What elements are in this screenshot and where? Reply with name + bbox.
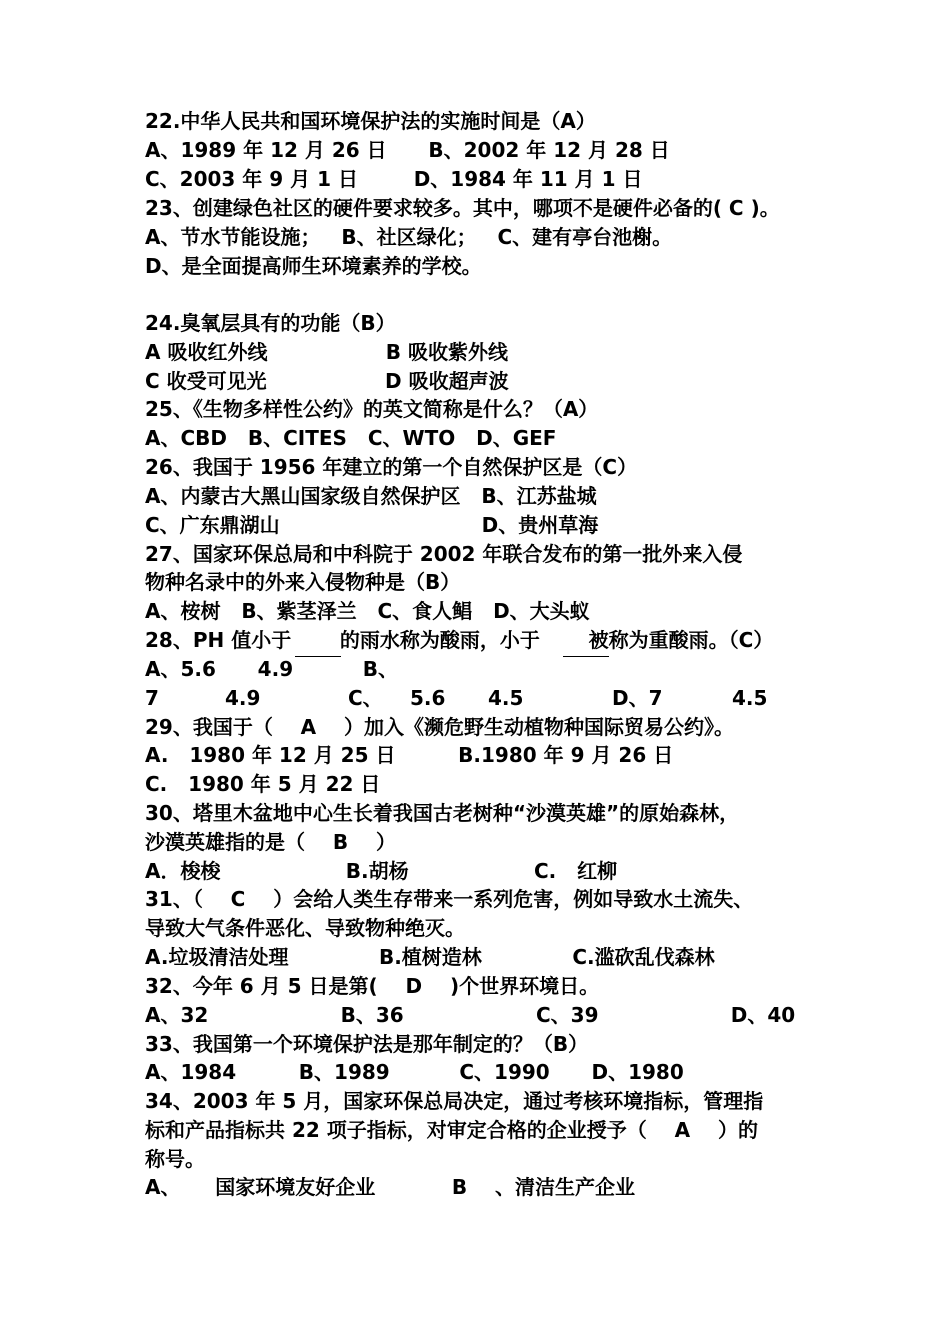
question-29-option-c: C. 1980 年 5 月 22 日 xyxy=(145,772,381,796)
question-30-options: A．梭梭 B.胡杨 C. 红柳 xyxy=(145,859,618,883)
question-28-options-line-1: A、5.6 4.9 B、 xyxy=(145,657,398,681)
question-26-options-ab: A、内蒙古大黑山国家级自然保护区 B、江苏盐城 xyxy=(145,484,597,508)
question-23: 23、创建绿色社区的硬件要求较多。其中，哪项不是硬件必备的( C )。 xyxy=(145,196,780,220)
question-22-options-ab: A、1989 年 12 月 26 日 B、2002 年 12 月 28 日 xyxy=(145,138,670,162)
question-28: 28、PH 值小于 的雨水称为酸雨，小于 被称为重酸雨。（C） xyxy=(145,628,774,652)
question-27-line-2: 物种名录中的外来入侵物种是（B） xyxy=(145,570,461,594)
question-32-options: A、32 B、36 C、39 D、40 xyxy=(145,1003,796,1027)
question-32: 32、今年 6 月 5 日是第( D )个世界环境日。 xyxy=(145,974,600,998)
q28-option-value: 4.5 xyxy=(488,686,524,710)
q28-option-value: 7 xyxy=(145,686,159,710)
question-34-options: A、 国家环境友好企业 B 、清洁生产企业 xyxy=(145,1175,635,1199)
q28-option-value: 4.9 xyxy=(225,686,261,710)
question-25: 25、《生物多样性公约》的英文简称是什么？（A） xyxy=(145,397,599,421)
question-27-options: A、桉树 B、紫茎泽兰 C、食人鲳 D、大头蚁 xyxy=(145,599,590,623)
question-24-options-ab: A 吸收红外线 B 吸收紫外线 xyxy=(145,340,509,364)
question-29: 29、我国于（ A ）加入《濒危野生动植物种国际贸易公约》。 xyxy=(145,715,735,739)
question-23-options-abc: A、节水节能设施； B、社区绿化； C、建有亭台池榭。 xyxy=(145,225,673,249)
blank-underline xyxy=(295,656,341,657)
q28-option-value: 4.5 xyxy=(732,686,768,710)
q28-option-label: C、 xyxy=(348,686,383,710)
question-24-options-cd: C 收受可见光 D 吸收超声波 xyxy=(145,369,509,393)
question-22: 22.中华人民共和国环境保护法的实施时间是（A） xyxy=(145,109,596,133)
question-22-options-cd: C、2003 年 9 月 1 日 D、1984 年 11 月 1 日 xyxy=(145,167,643,191)
question-29-options-ab: A. 1980 年 12 月 25 日 B.1980 年 9 月 26 日 xyxy=(145,743,674,767)
question-30-line-1: 30、塔里木盆地中心生长着我国古老树种“沙漠英雄”的原始森林， xyxy=(145,801,740,825)
q28-option-value: 5.6 xyxy=(410,686,446,710)
question-33-options: A、1984 B、1989 C、1990 D、1980 xyxy=(145,1060,684,1084)
question-26: 26、我国于 1956 年建立的第一个自然保护区是（C） xyxy=(145,455,638,479)
question-34-line-3: 称号。 xyxy=(145,1147,205,1171)
question-30-line-2: 沙漠英雄指的是（ B ） xyxy=(145,830,396,854)
question-31-line-2: 导致大气条件恶化、导致物种绝灭。 xyxy=(145,916,465,940)
question-31-line-1: 31、（ C ）会给人类生存带来一系列危害，例如导致水土流失、 xyxy=(145,887,754,911)
question-34-line-1: 34、2003 年 5 月，国家环保总局决定，通过考核环境指标，管理指 xyxy=(145,1089,764,1113)
question-27-line-1: 27、国家环保总局和中科院于 2002 年联合发布的第一批外来入侵 xyxy=(145,542,743,566)
blank-underline xyxy=(563,656,609,657)
question-23-option-d: D、是全面提高师生环境素养的学校。 xyxy=(145,254,482,278)
question-24: 24.臭氧层具有的功能（B） xyxy=(145,311,396,335)
question-34-line-2: 标和产品指标共 22 项子指标，对审定合格的企业授予（ A ）的 xyxy=(145,1118,758,1142)
question-25-options: A、CBD B、CITES C、WTO D、GEF xyxy=(145,426,557,450)
question-33: 33、我国第一个环境保护法是那年制定的？（B） xyxy=(145,1032,589,1056)
question-31-options: A.垃圾清洁处理 B.植树造林 C.滥砍乱伐森林 xyxy=(145,945,715,969)
q28-option-label: D、7 xyxy=(612,686,663,710)
question-26-options-cd: C、广东鼎湖山 D、贵州草海 xyxy=(145,513,599,537)
